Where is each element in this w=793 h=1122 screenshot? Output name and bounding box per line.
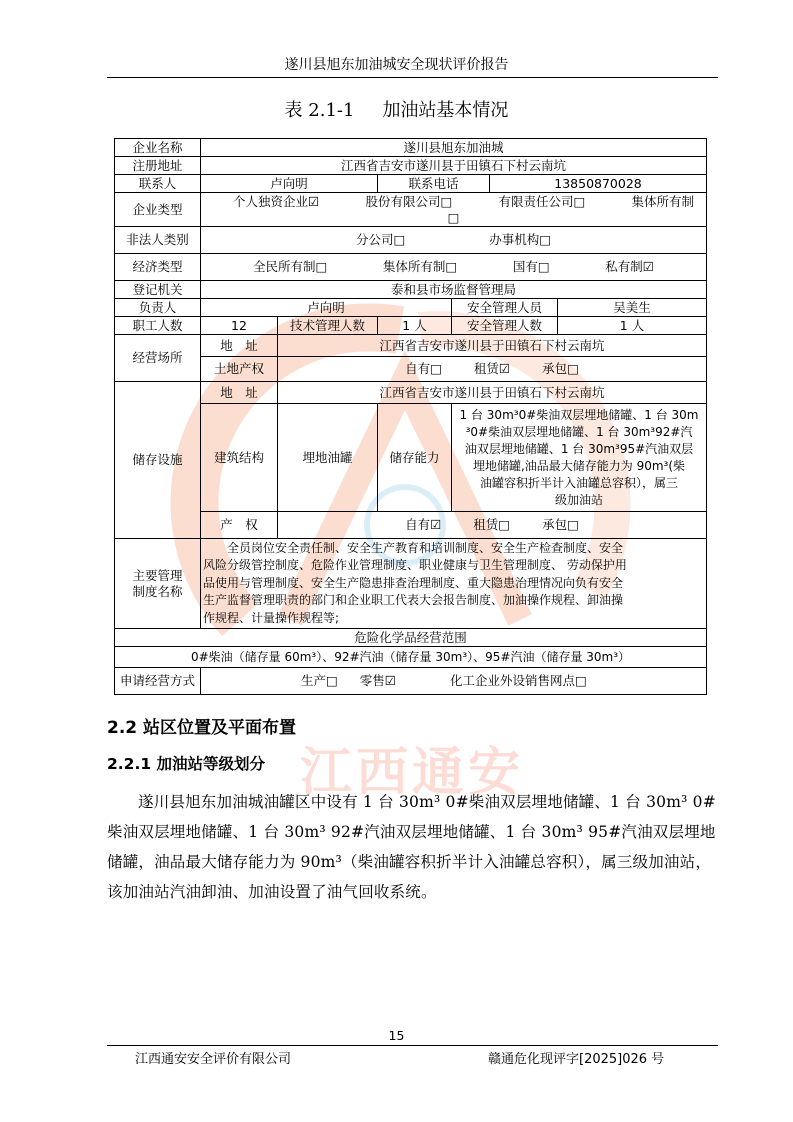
contact-phone: 13850870028	[490, 175, 707, 193]
table-caption	[0, 96, 793, 122]
label-safety-count: 安全管理人数	[452, 317, 558, 335]
land-opt-3: 承包□	[542, 361, 579, 376]
capacity-line-4: 埋地储罐,油品最大储存能力为 90m³(柴	[472, 458, 686, 473]
label-land-right: 土地产权	[201, 357, 278, 382]
section-heading-2-2-1: 2.2.1 加油站等级划分	[107, 755, 266, 773]
label-mgmt-line-1: 主要管理	[132, 567, 183, 583]
econ-type-opt-3: 国有□	[512, 259, 550, 274]
mgmt-line-4: 生产监督管理职责的部门和企业职工代表大会报告制度、加油操作规程、卸油操	[203, 593, 624, 608]
label-company-type: 企业类型	[115, 193, 201, 227]
property-opt-2: 租赁□	[473, 517, 511, 532]
page-header-title: 遂川县旭东加油城安全现状评价报告	[284, 57, 509, 73]
site-address: 江西省吉安市遂川县于田镇石下村云南坑	[278, 335, 707, 357]
staff-count: 12	[201, 317, 278, 335]
company-type-opt-4: 集体所有制	[631, 193, 695, 209]
tech-count: 1 人	[378, 317, 452, 335]
reg-authority: 泰和县市场监督管理局	[201, 281, 707, 299]
label-mgmt-system	[115, 539, 201, 629]
footer-doc-number: 赣通危化现评字[2025]026 号	[488, 1052, 665, 1067]
company-type-opt-2: 股份有限公司□	[365, 193, 453, 209]
label-manager: 负责人	[115, 299, 201, 317]
land-right-options	[278, 357, 707, 382]
apply-opt-1: 生产□	[301, 673, 338, 688]
econ-type-opt-2: 集体所有制□	[382, 259, 458, 274]
mgmt-line-5: 作规程、计量操作规程等;	[203, 610, 340, 625]
nonlegal-opt-1: 分公司□	[355, 232, 406, 247]
label-contact: 联系人	[115, 175, 201, 193]
hazchem-scope-value: 0#柴油（储存量 60m³）、92#汽油（储存量 30m³）、95#汽油（储存量 30m³）	[115, 647, 707, 668]
capacity-line-6: 级加油站	[555, 492, 604, 507]
company-type-options	[201, 193, 707, 227]
econ-type-opt-1: 全民所有制□	[253, 259, 328, 274]
watermark-text: 江西通安	[300, 743, 525, 803]
label-nonlegal: 非法人类别	[115, 227, 201, 254]
property-options	[278, 512, 707, 539]
label-staff-count: 职工人数	[115, 317, 201, 335]
label-capacity: 储存能力	[378, 404, 452, 512]
apply-opt-2: 零售☑	[359, 673, 397, 688]
company-type-opt-4-box: □	[447, 209, 460, 225]
page-number: 15	[388, 1028, 405, 1043]
label-tech-count: 技术管理人数	[278, 317, 378, 335]
safety-count: 1 人	[558, 317, 707, 335]
label-apply-mode: 申请经营方式	[115, 668, 201, 695]
reg-address: 江西省吉安市遂川县于田镇石下村云南坑	[201, 157, 707, 175]
hazchem-scope-label: 危险化学品经营范围	[115, 629, 707, 647]
manager-name: 卢向明	[201, 299, 452, 317]
station-info-table	[114, 138, 707, 695]
apply-opt-3: 化工企业外设销售网点□	[450, 673, 587, 688]
mgmt-line-3: 品使用与管理制度、安全生产隐患排查治理制度、重大隐患治理情况向负有安全	[203, 575, 624, 590]
header-rule	[107, 77, 718, 78]
label-site: 经营场所	[115, 335, 201, 382]
land-opt-2: 租赁☑	[473, 361, 511, 376]
contact-name: 卢向明	[201, 175, 378, 193]
label-econ-type: 经济类型	[115, 254, 201, 281]
label-company-name: 企业名称	[115, 139, 201, 157]
label-storage-address: 地 址	[201, 382, 278, 404]
capacity-line-1: 1 台 30m³0#柴油双层埋地储罐、1 台 30m	[459, 407, 699, 422]
company-type-opt-1: 个人独资企业☑	[233, 193, 320, 209]
apply-mode-options	[201, 668, 707, 695]
nonlegal-options	[201, 227, 707, 254]
capacity-line-3: 油双层埋地储罐、1 台 30m³95#汽油双层	[464, 441, 694, 456]
company-type-opt-3: 有限责任公司□	[498, 193, 586, 209]
label-mgmt-line-2: 制度名称	[132, 583, 183, 599]
safety-staff-name: 吴美生	[558, 299, 707, 317]
mgmt-line-1: 全员岗位安全责任制、安全生产教育和培训制度、安全生产检查制度、安全	[227, 540, 624, 555]
econ-type-options	[201, 254, 707, 281]
company-name: 遂川县旭东加油城	[201, 139, 707, 157]
econ-type-opt-4: 私有制☑	[605, 259, 654, 274]
nonlegal-opt-2: 办事机构□	[489, 232, 552, 247]
land-opt-1: 自有□	[405, 361, 442, 376]
table-number: 表 2.1-1	[284, 100, 355, 121]
property-opt-3: 承包□	[542, 517, 579, 532]
storage-address: 江西省吉安市遂川县于田镇石下村云南坑	[278, 382, 707, 404]
capacity-line-2: ³0#柴油双层埋地储罐、1 台 30m³92#汽	[465, 424, 693, 439]
footer-company: 江西通安安全评价有限公司	[135, 1052, 292, 1067]
label-phone: 联系电话	[378, 175, 490, 193]
capacity-line-5: 油罐容积折半计入油罐总容积），属三	[480, 475, 679, 490]
label-property: 产 权	[201, 512, 278, 539]
label-reg-address: 注册地址	[115, 157, 201, 175]
label-safety-staff: 安全管理人员	[452, 299, 558, 317]
footer-rule	[107, 1045, 718, 1046]
section-heading-2-2: 2.2 站区位置及平面布置	[107, 718, 297, 738]
mgmt-line-2: 风险分级管控制度、危险作业管理制度、职业健康与卫生管理制度、 劳动保护用	[203, 558, 627, 573]
label-reg-authority: 登记机关	[115, 281, 201, 299]
table-title: 加油站基本情况	[382, 100, 509, 121]
mgmt-system-list	[201, 539, 707, 629]
label-site-address: 地 址	[201, 335, 278, 357]
body-paragraph: 遂川县旭东加油城油罐区中设有 1 台 30m³ 0#柴油双层埋地储罐、1 台 30m³ 0#柴油双层埋地储罐、1 台 30m³ 92#汽油双层埋地储罐、1 台 30m³ 95#汽油双层埋地储罐，油品最大储存能力为 90m³（柴油罐容积折半计入油罐总容积），属三级加油站，该加油站汽油卸油、加油设置了油气回收系统。	[107, 793, 716, 901]
property-opt-1: 自有☑	[405, 517, 442, 532]
capacity-value	[452, 404, 707, 512]
label-storage: 储存设施	[115, 382, 201, 539]
structure-value: 埋地油罐	[278, 404, 378, 512]
label-structure: 建筑结构	[201, 404, 278, 512]
